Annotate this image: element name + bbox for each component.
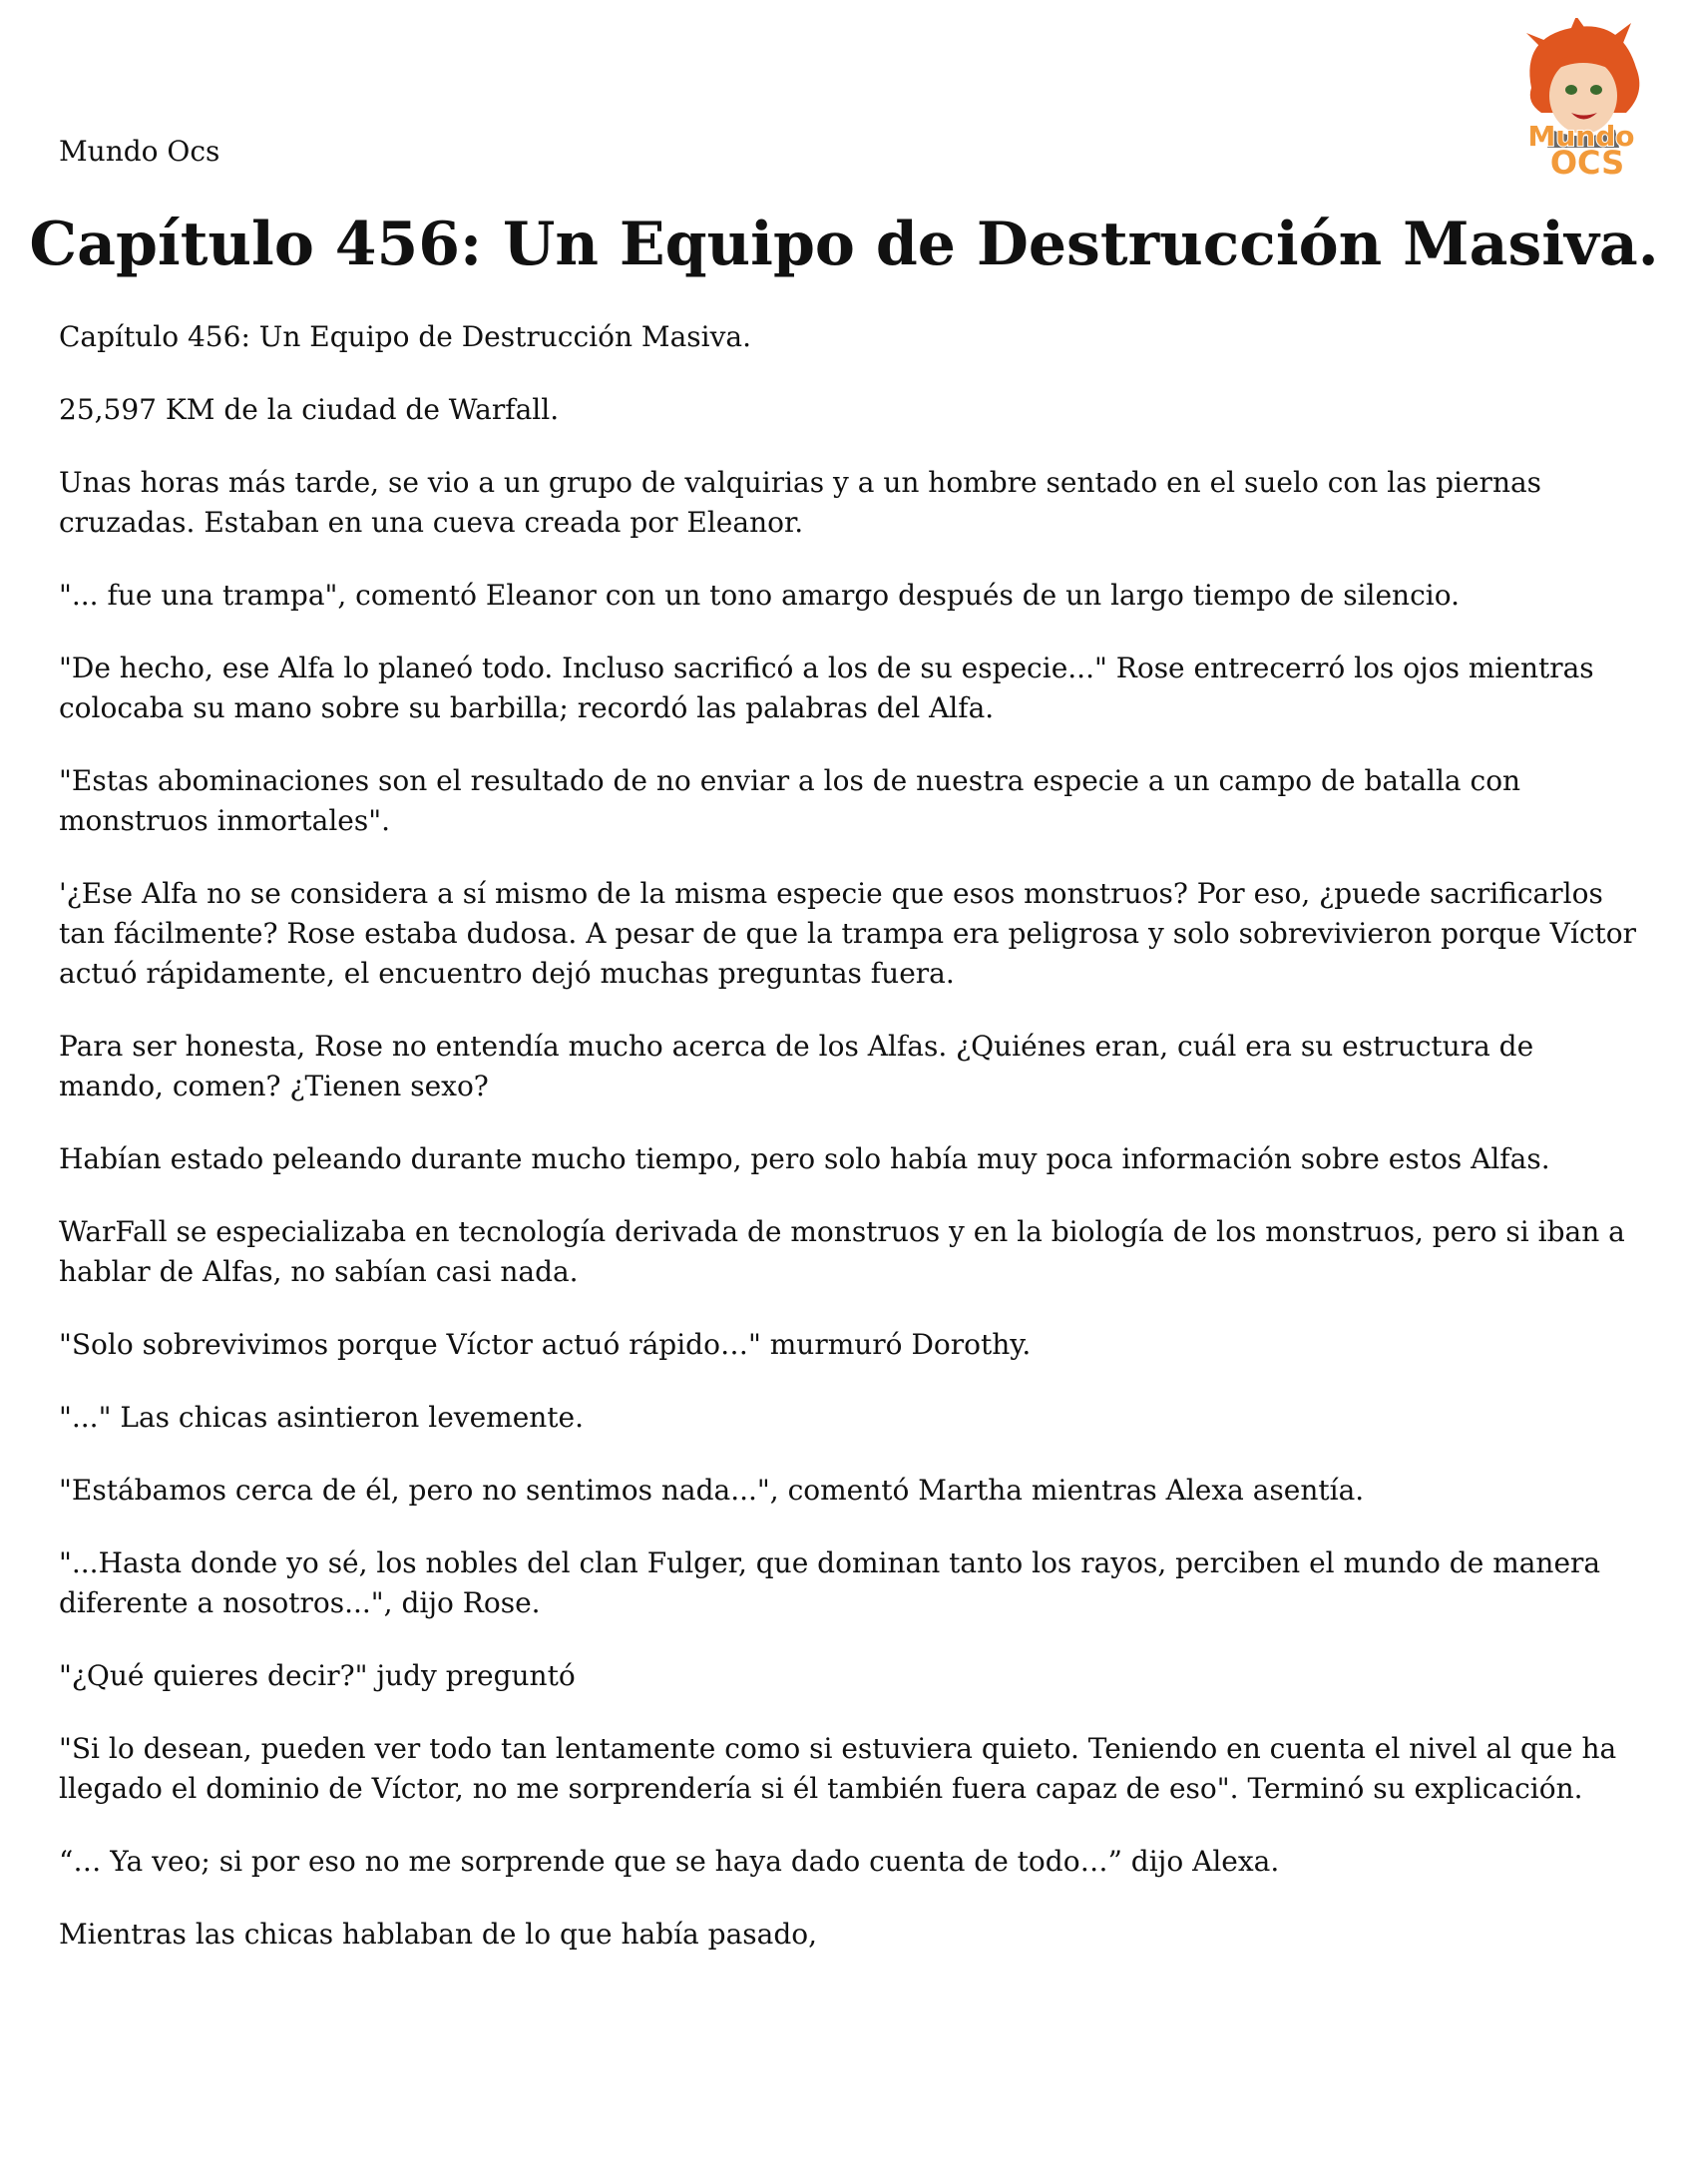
paragraph: "...Hasta donde yo sé, los nobles del clan Fulger, que dominan tanto los rayos, perciben el mundo de manera diferente a nosotros...", dijo Rose.: [59, 1546, 1601, 1619]
paragraph: Unas horas más tarde, se vio a un grupo de valquirias y a un hombre sentado en el suelo con las piernas cruzadas. Estaban en una cueva creada por Eleanor.: [59, 466, 1542, 539]
chapter-title: Capítulo 456: Un Equipo de Destrucción Masiva.: [29, 210, 1659, 279]
paragraph: "Estábamos cerca de él, pero no sentimos nada...", comentó Martha mientras Alexa asentía.: [59, 1474, 1365, 1507]
paragraph: "Solo sobrevivimos porque Víctor actuó rápido…" murmuró Dorothy.: [59, 1328, 1032, 1361]
paragraph: 25,597 KM de la ciudad de Warfall.: [59, 393, 560, 426]
chapter-body: [59, 317, 1645, 1987]
logo-text-bottom: OCS: [1549, 144, 1625, 178]
paragraph: "..." Las chicas asintieron levemente.: [59, 1401, 585, 1434]
logo-text-top: Mundo: [1527, 120, 1635, 153]
paragraph: “… Ya veo; si por eso no me sorprende que se haya dado cuenta de todo…” dijo Alexa.: [59, 1845, 1280, 1878]
paragraph: Mientras las chicas hablaban de lo que había pasado,: [59, 1918, 818, 1951]
paragraph: Para ser honesta, Rose no entendía mucho acerca de los Alfas. ¿Quiénes eran, cuál era su estructura de mando, comen? ¿Tienen sexo?: [59, 1030, 1534, 1102]
paragraph: WarFall se especializaba en tecnología derivada de monstruos y en la biología de los monstruos, pero si iban a hablar de Alfas, no sabían casi nada.: [59, 1215, 1625, 1288]
logo-illustration: [1501, 18, 1661, 178]
paragraph: "Estas abominaciones son el resultado de no enviar a los de nuestra especie a un campo de batalla con monstruos inmortales".: [59, 764, 1521, 837]
mundo-ocs-logo: [1501, 18, 1661, 178]
paragraph: "¿Qué quieres decir?" judy preguntó: [59, 1659, 576, 1692]
paragraph: Habían estado peleando durante mucho tiempo, pero solo había muy poca información sobre estos Alfas.: [59, 1142, 1550, 1175]
paragraph: '¿Ese Alfa no se considera a sí mismo de la misma especie que esos monstruos? Por eso, ¿puede sacrificarlos tan fácilmente? Rose estaba dudosa. A pesar de que la trampa era peligrosa y solo sobrevivieron porque Víctor actuó rápidamente, el encuentro dejó muchas preguntas fuera.: [59, 877, 1637, 990]
site-label: Mundo Ocs: [59, 135, 220, 168]
paragraph: Capítulo 456: Un Equipo de Destrucción Masiva.: [59, 320, 751, 353]
paragraph: "De hecho, ese Alfa lo planeó todo. Incluso sacrificó a los de su especie..." Rose entrecerró los ojos mientras colocaba su mano sobre su barbilla; recordó las palabras del Alfa.: [59, 652, 1594, 724]
paragraph: "... fue una trampa", comentó Eleanor con un tono amargo después de un largo tiempo de silencio.: [59, 579, 1460, 612]
paragraph: "Si lo desean, pueden ver todo tan lentamente como si estuviera quieto. Teniendo en cuenta el nivel al que ha llegado el dominio de Víctor, no me sorprendería si él también fuera capaz de eso". Terminó su explicación.: [59, 1732, 1617, 1805]
